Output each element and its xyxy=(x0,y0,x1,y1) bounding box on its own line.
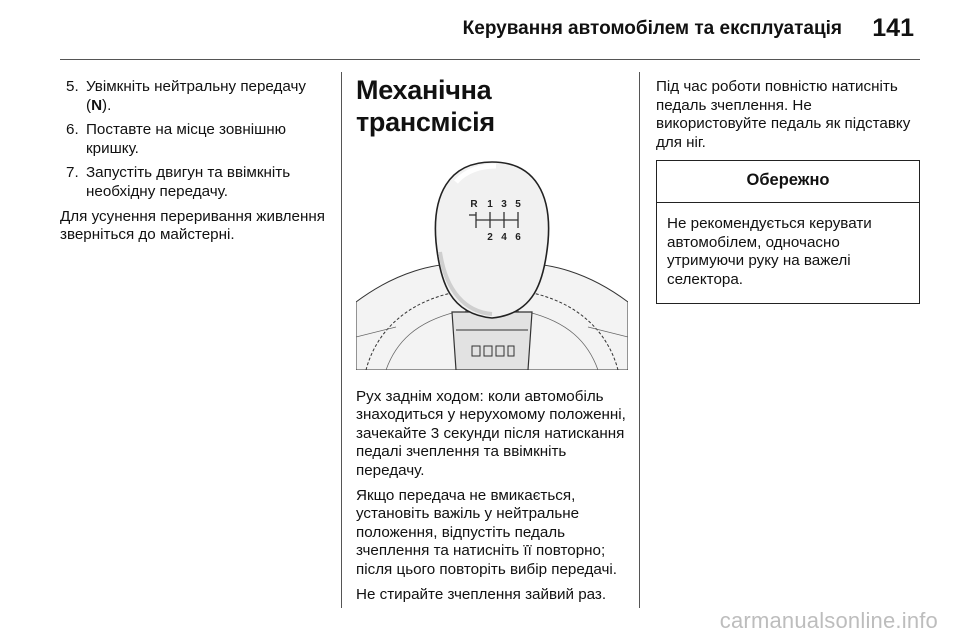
knob-label-5: 5 xyxy=(515,199,521,210)
header-divider xyxy=(60,59,920,60)
step-text: Увімкніть нейтральну передачу ( xyxy=(86,78,307,114)
column-divider-right xyxy=(639,72,640,608)
paragraph-clutch-wear: Не стирайте зчеплення зайвий раз. xyxy=(356,585,607,603)
paragraph-reverse: Рух заднім ходом: коли автомобіль знаходиться у нерухомому положенні, зачекайте 3 секунди після натискання педалі зчеплення та ввімкніть передачу. xyxy=(356,387,626,479)
header-title: Керування автомобілем та експлуатація xyxy=(462,18,842,39)
list-item xyxy=(60,121,332,158)
list-item xyxy=(60,164,332,201)
gear-knob-illustration xyxy=(356,152,628,370)
knob-label-2: 2 xyxy=(487,232,493,243)
caution-text: Не рекомендується керувати автомобілем, одночасно утримуючи руку на важелі селектора. xyxy=(667,214,872,288)
column-1 xyxy=(60,78,332,251)
knob-label-r: R xyxy=(470,199,478,210)
column-3 xyxy=(656,78,920,304)
list-item xyxy=(60,78,332,115)
knob-label-4: 4 xyxy=(501,232,507,243)
step-text-end: ). xyxy=(102,96,112,114)
service-note: Для усунення переривання живлення зверніться до майстерні. xyxy=(60,207,325,244)
paragraph-gear-not-engaging: Якщо передача не вмикається, установіть важіль у нейтральне положення, відпустіть педаль зчеплення та натисніть її повторно; після цього повторіть вибір передачі. xyxy=(356,486,617,578)
step-text: Поставте на місце зовнішню кришку. xyxy=(86,121,287,157)
step-number: 5. xyxy=(66,78,79,95)
knob-label-1: 1 xyxy=(487,199,493,210)
caution-heading: Обережно xyxy=(657,161,919,203)
page-header xyxy=(0,0,960,60)
knob-label-6: 6 xyxy=(515,232,521,243)
column-2 xyxy=(356,74,628,610)
knob-label-3: 3 xyxy=(501,199,507,210)
watermark: carmanualsonline.info xyxy=(719,608,938,633)
gear-label-neutral: N xyxy=(91,96,103,114)
section-title: Механічна трансмісія xyxy=(356,75,495,137)
steps-list xyxy=(60,78,332,202)
column-divider-left xyxy=(341,72,342,608)
page-number: 141 xyxy=(872,14,914,42)
step-text: Запустіть двигун та ввімкніть необхідну передачу. xyxy=(86,164,291,200)
caution-box xyxy=(656,160,920,304)
step-number: 6. xyxy=(66,121,79,139)
step-number: 7. xyxy=(66,164,79,182)
paragraph-clutch-pedal: Під час роботи повністю натисніть педаль зчеплення. Не використовуйте педаль як підставку для ніг. xyxy=(656,78,911,151)
